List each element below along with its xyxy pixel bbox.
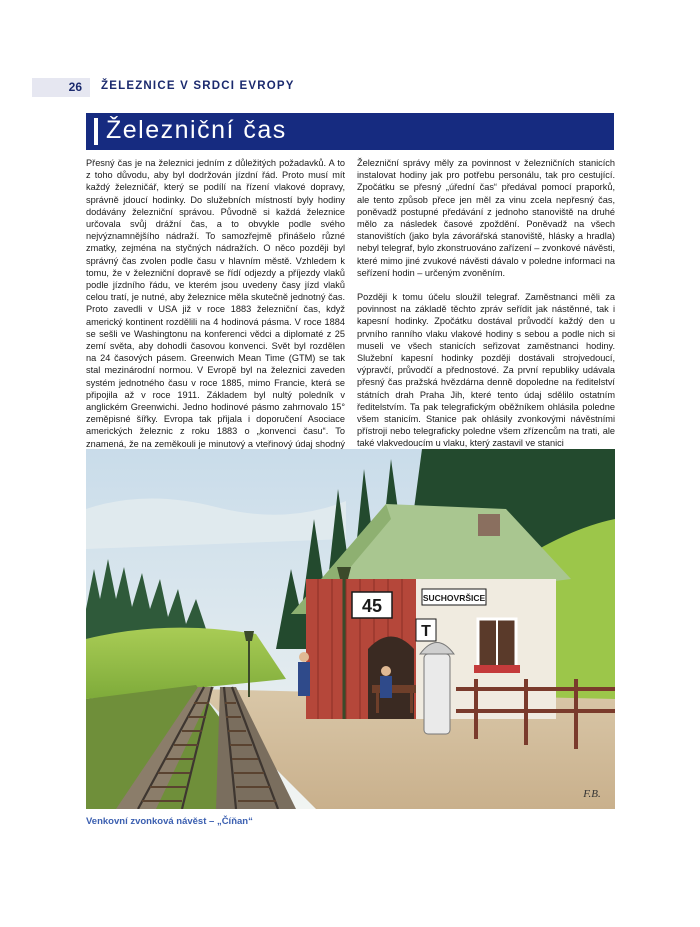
title-accent-bar — [94, 118, 98, 145]
section-title-band — [86, 113, 614, 150]
artist-signature: F.B. — [583, 788, 601, 800]
text-column-left — [86, 157, 345, 486]
section-title: Železniční čas — [106, 116, 287, 144]
station-illustration — [86, 449, 615, 809]
page-number: 26 — [68, 80, 82, 94]
running-head: ŽELEZNICE V SRDCI EVROPY — [101, 80, 295, 92]
figure-caption: Venkovní zvonková návěst – „Číňan“ — [86, 816, 253, 827]
body-paragraph: Železniční správy měly za povinnost v železničních stanicích instalovat hodiny jak pro potřebu personálu, tak pro cestující. Zpočátku se přesný „úřední čas“ předával pomocí praporků, ale tento způsob přece jen měl za vinu zcela nepřesný čas, poněvadž postupné předávání z jednoho stanoviště na druhé mělo za následek časové zpoždění. Poněvadž na všech stanovištích (jako byla závorářská stanoviště, hlásky a hradla) nebyl telegraf, bylo zkonstruováno zařízení – zvonkové návěsti, které mimo jiné zvukové návěsti dávalo v poledne informaci na seřízení hodin – určeným zvoněním. — [357, 158, 615, 278]
station-number: 45 — [361, 596, 383, 616]
text-column-right — [357, 157, 615, 462]
sign-letter: T — [421, 623, 431, 640]
page-number-box — [32, 78, 90, 97]
body-paragraph: Později k tomu účelu sloužil telegraf. Zaměstnanci měli za povinnost na základě těchto zpráv seřídit jak nástěnné, tak i kapesní hodinky. Zpočátku dostával průvodčí každý den u prvního ranního vlaku vlakové hodiny s sebou a podle nich si museli ve všech stanicích seřizovat zaměstnanci hodiny. Služební kapesní hodinky později dostávali strojvedoucí, výpravčí, průvodčí a přednostové. Za první republiky udávala přesný čas pražská hvězdárna denně dopoledne na ředitelství státních drah Praha Jih, které tento údaj sdělilo ostatním ředitelstvím. Ta pak telegrafickým oběžníkem ohlásila poledne všem stanicím. Stanice pak ohlásily zvonkovými návěstními přístroji nebo telegraficky poledne všem zřízencům na trati, ale také vlakvedoucím u vlaku, který zastavil ve stanici — [357, 292, 615, 449]
station-painting — [86, 449, 615, 809]
station-name: SUCHOVRŠICE — [422, 593, 486, 603]
body-paragraph: Přesný čas je na železnici jedním z důležitých požadavků. A to z toho důvodu, aby byl dodržován jízdní řád. Proto musí mít každý železničář, který se podílí na řízení vlakové dopravy, správně jdoucí hodinky. Do služebních místností byly hodiny dodávány železniční správou. Původně si každá železnice určovala svůj drážní čas, a to obvykle podle svého nejvýznamnějšího nádraží. To samozřejmě přinášelo různé zmatky, zejména na styčných nádražích. O něco později byl správný čas zvolen podle času v hlavním městě. Vzhledem k tomu, že v železniční dopravě se řídí odjezdy a příjezdy vlaků podle jízdního řádu, ve kterém jsou uvedeny časy jízd vlaků celou tratí, je nutné, aby železnice měla skutečně jednotný čas. Proto zavedli v USA již v roce 1883 železniční čas, když americký kontinent rozdělili na 4 hodinová pásma. V roce 1884 se sešli ve Washingtonu na konferenci vědci a diplomaté z 25 zemí světa, aby dohodli časovou konvenci. Svět byl rozdělen na 24 časových pásem. Greenwich Mean Time (GTM) se tak stal mezinárodní normou. V Evropě byl na železnici zaveden systém jednotného času v roce 1885, mimo Francie, která se připojila až v roce 1911. Základem byl nultý poledník v anglickém Greenwichi. Jedno hodinové pásmo zahrnovalo 15° zeměpisné šířky. Evropa tak přijala i doporučení Asociace amerických železnic z roku 1883 o „konvenci času“. To znamená, že na zeměkouli je minutový a vteřinový údaj shodný — [86, 158, 345, 449]
